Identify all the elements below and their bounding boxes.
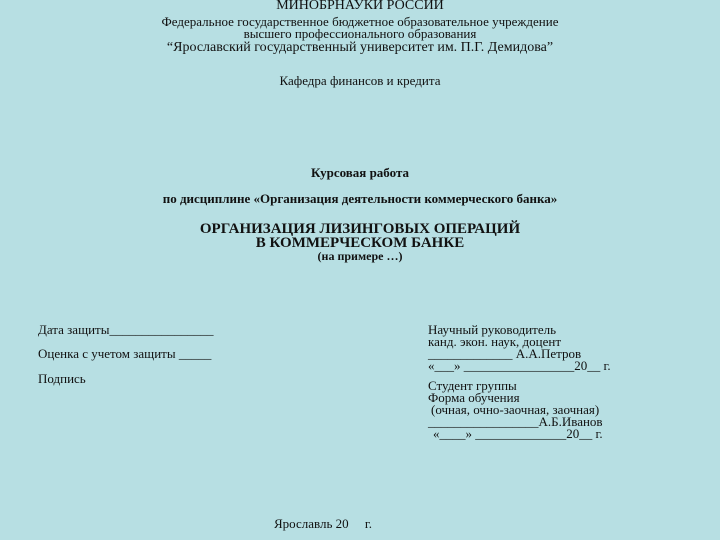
student-date: «____» ______________20__ г. xyxy=(433,426,603,441)
study-form: Форма обучения xyxy=(428,390,520,405)
institution-line-1: Федеральное государственное бюджетное образовательное учреждение xyxy=(161,14,559,29)
institution-line-2: высшего профессионального образования xyxy=(243,26,477,41)
student-group: Студент группы xyxy=(428,378,517,393)
discipline-line: по дисциплине «Организация деятельности коммерческого банка» xyxy=(162,191,558,206)
defense-date-field: Дата защиты________________ xyxy=(38,322,214,337)
signature-field: Подпись xyxy=(38,371,86,386)
topic-line-2: В КОММЕРЧЕСКОМ БАНКЕ xyxy=(255,235,465,251)
work-type: Курсовая работа xyxy=(310,165,409,180)
supervisor-title: Научный руководитель xyxy=(428,322,557,337)
supervisor-name: _____________ А.А.Петров xyxy=(428,346,582,361)
topic-note: (на примере …) xyxy=(317,249,403,263)
university-name: “Ярославский государственный университет им. П.Г. Демидова” xyxy=(166,40,554,55)
study-form-options: (очная, очно-заочная, заочная) xyxy=(431,402,600,417)
student-name: _________________А.Б.Иванов xyxy=(428,414,603,429)
supervisor-degree: канд. экон. наук, доцент xyxy=(428,334,562,349)
ministry-name: МИНОБРНАУКИ РОССИИ xyxy=(276,0,444,13)
topic-line-1: ОРГАНИЗАЦИЯ ЛИЗИНГОВЫХ ОПЕРАЦИЙ xyxy=(199,221,521,237)
city-year: Ярославль 20 г. xyxy=(273,516,373,531)
grade-field: Оценка с учетом защиты _____ xyxy=(38,346,212,361)
supervisor-date: «___» _________________20__ г. xyxy=(428,358,611,373)
department-name: Кафедра финансов и кредита xyxy=(279,73,441,88)
